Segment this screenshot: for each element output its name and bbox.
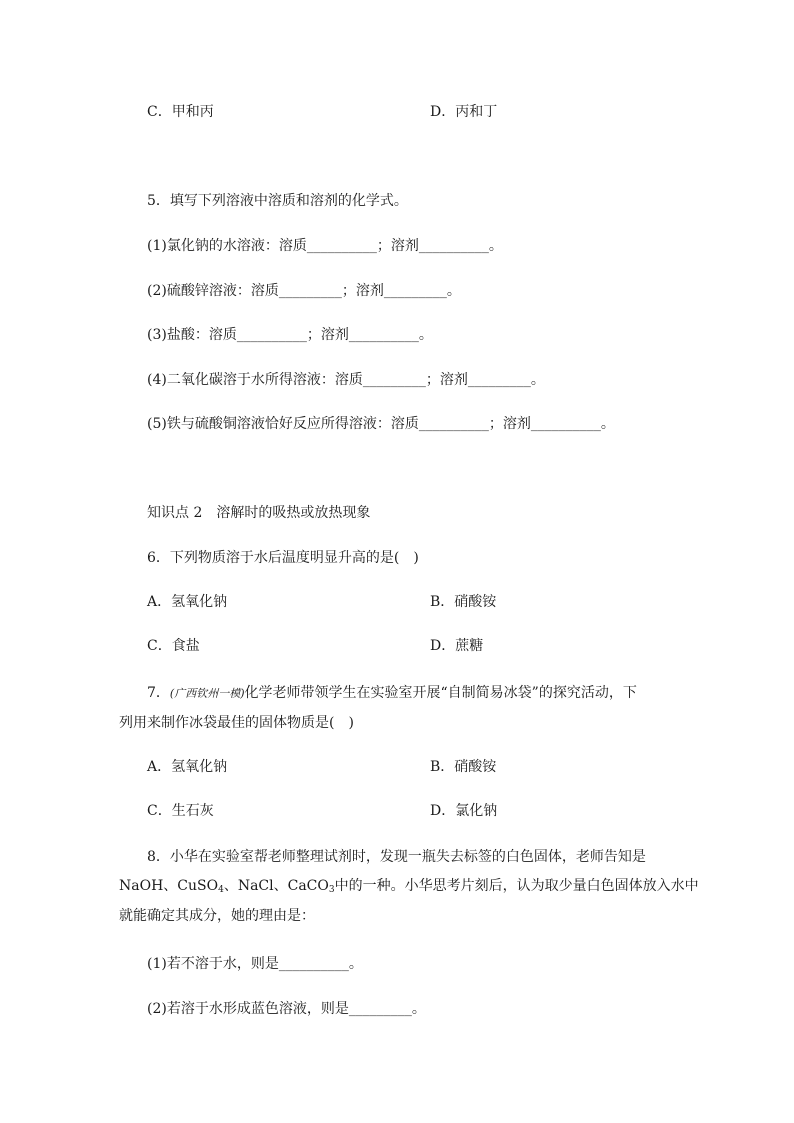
q7-option-d: D．氯化钠 [430, 803, 498, 819]
q5-item-4: (4)二氧化碳溶于水所得溶液：溶质_________；溶剂_________。 [147, 372, 545, 388]
q7-source: (广西钦州一模) [169, 687, 245, 700]
q7-stem-line2: 列用来制作冰袋最佳的固体物质是( ) [119, 715, 354, 731]
q8-stem-line1: 8．小华在实验室帮老师整理试剂时，发现一瓶失去标签的白色固体，老师告知是 [147, 849, 646, 865]
q8-stem-line2 [119, 876, 699, 900]
q5-item-1: (1)氯化钠的水溶液：溶质__________；溶剂__________。 [147, 238, 503, 254]
q8-sub-4: 4 [218, 885, 224, 895]
q8-stem-line3: 就能确定其成分，她的理由是： [119, 908, 315, 924]
q7-number: 7． [147, 685, 170, 701]
q5-item-3: (3)盐酸：溶质__________；溶剂__________。 [147, 327, 433, 343]
q6-stem: 6．下列物质溶于水后温度明显升高的是( ) [147, 550, 419, 566]
q8-formula-nacl-caco: 、NaCl、CaCO [223, 878, 329, 894]
q8-sub-3: 3 [328, 885, 335, 895]
q7-stem-line1 [147, 683, 637, 704]
q8-stem-line2-rest: 中的一种。小华思考片刻后，认为取少量白色固体放入水中 [334, 878, 699, 894]
q8-item-1: (1)若不溶于水，则是__________。 [147, 956, 363, 972]
q7-option-c: C．生石灰 [147, 803, 214, 819]
q6-option-d: D．蔗糖 [430, 638, 484, 654]
q4-option-d: D．丙和丁 [430, 104, 498, 120]
q8-formula-naoh-cuso: NaOH、CuSO [119, 878, 219, 894]
q5-stem: 5．填写下列溶液中溶质和溶剂的化学式。 [147, 193, 408, 209]
q8-item-2: (2)若溶于水形成蓝色溶液，则是_________。 [147, 1001, 426, 1017]
q7-option-a: A．氢氧化钠 [147, 759, 228, 775]
q5-item-5: (5)铁与硫酸铜溶液恰好反应所得溶液：溶质__________；溶剂__________。 [147, 416, 615, 432]
q4-option-c: C．甲和丙 [147, 104, 214, 120]
q7-option-b: B．硝酸铵 [430, 759, 497, 775]
q7-stem-text: 化学老师带领学生在实验室开展“自制简易冰袋”的探究活动，下 [244, 685, 637, 701]
q6-option-a: A．氢氧化钠 [147, 594, 228, 610]
q5-item-2: (2)硫酸锌溶液：溶质_________；溶剂_________。 [147, 283, 461, 299]
q6-option-c: C．食盐 [147, 638, 200, 654]
section-title: 知识点 2 溶解时的吸热或放热现象 [147, 505, 371, 521]
q6-option-b: B．硝酸铵 [430, 594, 497, 610]
